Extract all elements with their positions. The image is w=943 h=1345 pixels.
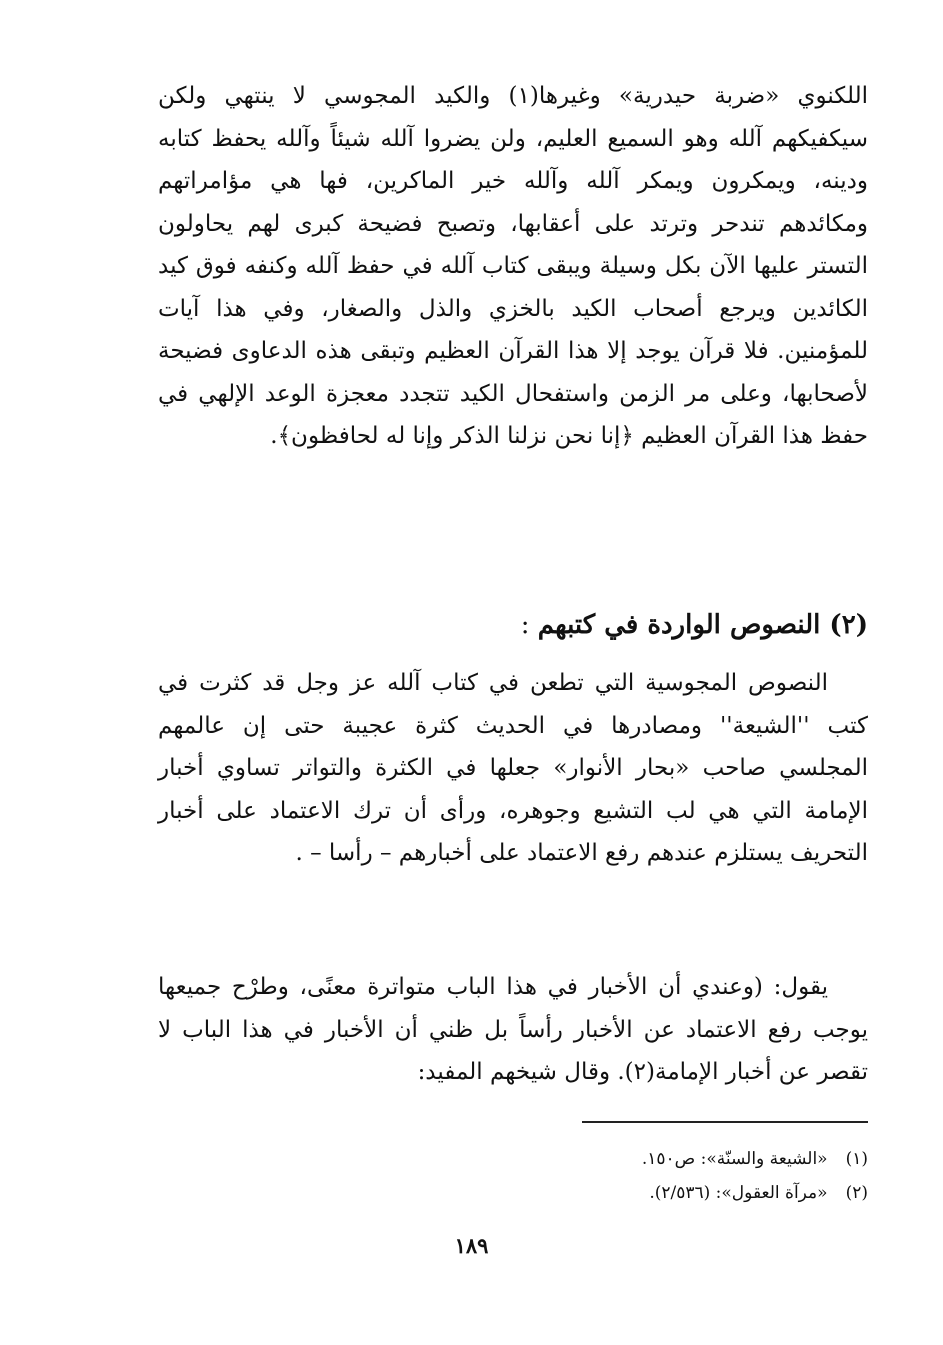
footnote-number: (١) [845, 1149, 868, 1169]
footnotes [400, 1142, 868, 1210]
paragraph-1-text: اللكنوي «ضربة حيدرية» وغيرها(١) والكيد المجوسي لا ينتهي ولكن سيكفيكهم آلله وهو السميع العليم، ولن يضروا آلله شيئاً وآلله يحفظ كتابه ودينه، ويمكرون ويمكر آلله وآلله خير الماكرين، فها هي مؤامراتهم ومكائدهم تندحر وترتد على أعقابها، وتصبح فضيحة كبرى لهم يحاولون التستر عليها الآن بكل وسيلة ويبقى كتاب آلله في حفظ آلله وكنفه فوق كيد الكائدين ويرجع أصحاب الكيد بالخزي والذل والصغار، وفي هذا آيات للمؤمنين. فلا قرآن يوجد إلا هذا القرآن العظيم وتبقى هذه الدعاوى فضيحة لأصحابها، وعلى مر الزمن واستفحال الكيد تتجدد معجزة الوعد الإلهي في حفظ هذا القرآن العظيم ﴿إنا نحن نزلنا الذكر وإنا له لحافظون﴾. [158, 83, 869, 449]
footnote-text: «مرآة العقول»: (٢/٥٣٦). [649, 1183, 828, 1203]
paragraph-texts-intro [158, 662, 868, 875]
footnote-separator [582, 1121, 868, 1123]
section-heading-title: (٢) النصوص الواردة في كتبهم [537, 610, 868, 640]
footnote-text: «الشيعة والسنّة»: ص١٥٠. [641, 1149, 828, 1169]
paragraph-2-text: النصوص المجوسية التي تطعن في كتاب آلله عز وجل قد كثرت في كتب ''الشيعة'' ومصادرها في الحديث كثرة عجيبة حتى إن عالمهم المجلسي صاحب «بحار الأنوار» جعلها في الكثرة والتواتر تساوي أخبار الإمامة التي هي لب التشيع وجوهره، ورأى أن ترك الاعتماد على أخبار التحريف يستلزم عندهم رفع الاعتماد على أخبارهم – رأسا – . [158, 670, 868, 866]
footnote-number: (٢) [845, 1183, 868, 1203]
paragraph-continuation [158, 75, 868, 458]
paragraph-3-text: يقول: (وعندي أن الأخبار في هذا الباب متواترة معنًى، وطرْح جميعها يوجب رفع الاعتماد عن الأخبار رأساً بل ظني أن الأخبار في هذا الباب لا تقصر عن أخبار الإمامة(٢). وقال شيخهم المفيد: [158, 974, 868, 1085]
section-heading [158, 605, 868, 645]
footnote-item [400, 1142, 868, 1176]
section-heading-colon: : [520, 610, 538, 640]
paragraph-quote [158, 966, 868, 1094]
footnote-item [400, 1176, 868, 1210]
page-number: ١٨٩ [454, 1233, 489, 1258]
